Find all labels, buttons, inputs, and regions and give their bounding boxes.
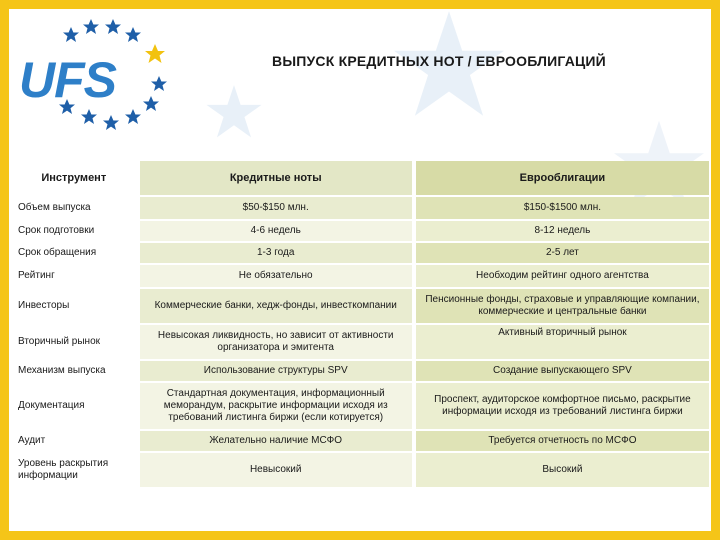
- eurobonds-cell: $150-$1500 млн.: [416, 197, 709, 219]
- header-eurobonds: Еврооблигации: [416, 161, 709, 195]
- eurobonds-cell: Проспект, аудиторское комфортное письмо, раскрытие информации исходя из требований листинга биржи: [416, 383, 709, 429]
- eurobonds-cell: Создание выпускающего SPV: [416, 361, 709, 381]
- row-label: Рейтинг: [12, 265, 140, 287]
- eurobonds-cell: 8-12 недель: [416, 221, 709, 241]
- table-row: [12, 361, 709, 381]
- credit-notes-cell: Невысокая ликвидность, но зависит от активности организатора и эмитента: [140, 325, 416, 359]
- credit-notes-cell: Использование структуры SPV: [140, 361, 416, 381]
- background-star-icon: [204, 84, 264, 139]
- table-row: [12, 265, 709, 287]
- table-row: [12, 289, 709, 323]
- slide: [9, 9, 711, 531]
- row-label: Срок обращения: [12, 243, 140, 263]
- credit-notes-cell: Не обязательно: [140, 265, 416, 287]
- row-label: Механизм выпуска: [12, 361, 140, 381]
- credit-notes-cell: Невысокий: [140, 453, 416, 487]
- credit-notes-cell: 4-6 недель: [140, 221, 416, 241]
- eurobonds-cell: Активный вторичный рынок: [416, 325, 709, 359]
- credit-notes-cell: Стандартная документация, информационный меморандум, раскрытие информации исходя из требований листинга биржи (если котируется): [140, 383, 416, 429]
- table-row: [12, 431, 709, 451]
- credit-notes-cell: Коммерческие банки, хедж-фонды, инвесткомпании: [140, 289, 416, 323]
- table-header-row: [12, 161, 709, 195]
- page-title: ВЫПУСК КРЕДИТНЫХ НОТ / ЕВРООБЛИГАЦИЙ: [272, 53, 606, 69]
- row-label: Вторичный рынок: [12, 325, 140, 359]
- eurobonds-cell: Высокий: [416, 453, 709, 487]
- table-row: [12, 197, 709, 219]
- credit-notes-cell: Желательно наличие МСФО: [140, 431, 416, 451]
- comparison-table: [12, 159, 709, 489]
- row-label: Инвесторы: [12, 289, 140, 323]
- header-credit-notes: Кредитные ноты: [140, 161, 416, 195]
- eurobonds-cell: 2-5 лет: [416, 243, 709, 263]
- row-label: Документация: [12, 383, 140, 429]
- ufs-logo: [9, 9, 179, 139]
- header-instrument: Инструмент: [12, 161, 140, 195]
- table-row: [12, 221, 709, 241]
- row-label: Срок подготовки: [12, 221, 140, 241]
- eurobonds-cell: Необходим рейтинг одного агентства: [416, 265, 709, 287]
- eurobonds-cell: Пенсионные фонды, страховые и управляющие компании, коммерческие и центральные банки: [416, 289, 709, 323]
- row-label: Объем выпуска: [12, 197, 140, 219]
- logo-text: UFS: [19, 52, 116, 108]
- credit-notes-cell: 1-3 года: [140, 243, 416, 263]
- row-label: Аудит: [12, 431, 140, 451]
- eurobonds-cell: Требуется отчетность по МСФО: [416, 431, 709, 451]
- row-label: Уровень раскрытия информации: [12, 453, 140, 487]
- table-row: [12, 453, 709, 487]
- table-row: [12, 325, 709, 359]
- table-row: [12, 243, 709, 263]
- credit-notes-cell: $50-$150 млн.: [140, 197, 416, 219]
- table-row: [12, 383, 709, 429]
